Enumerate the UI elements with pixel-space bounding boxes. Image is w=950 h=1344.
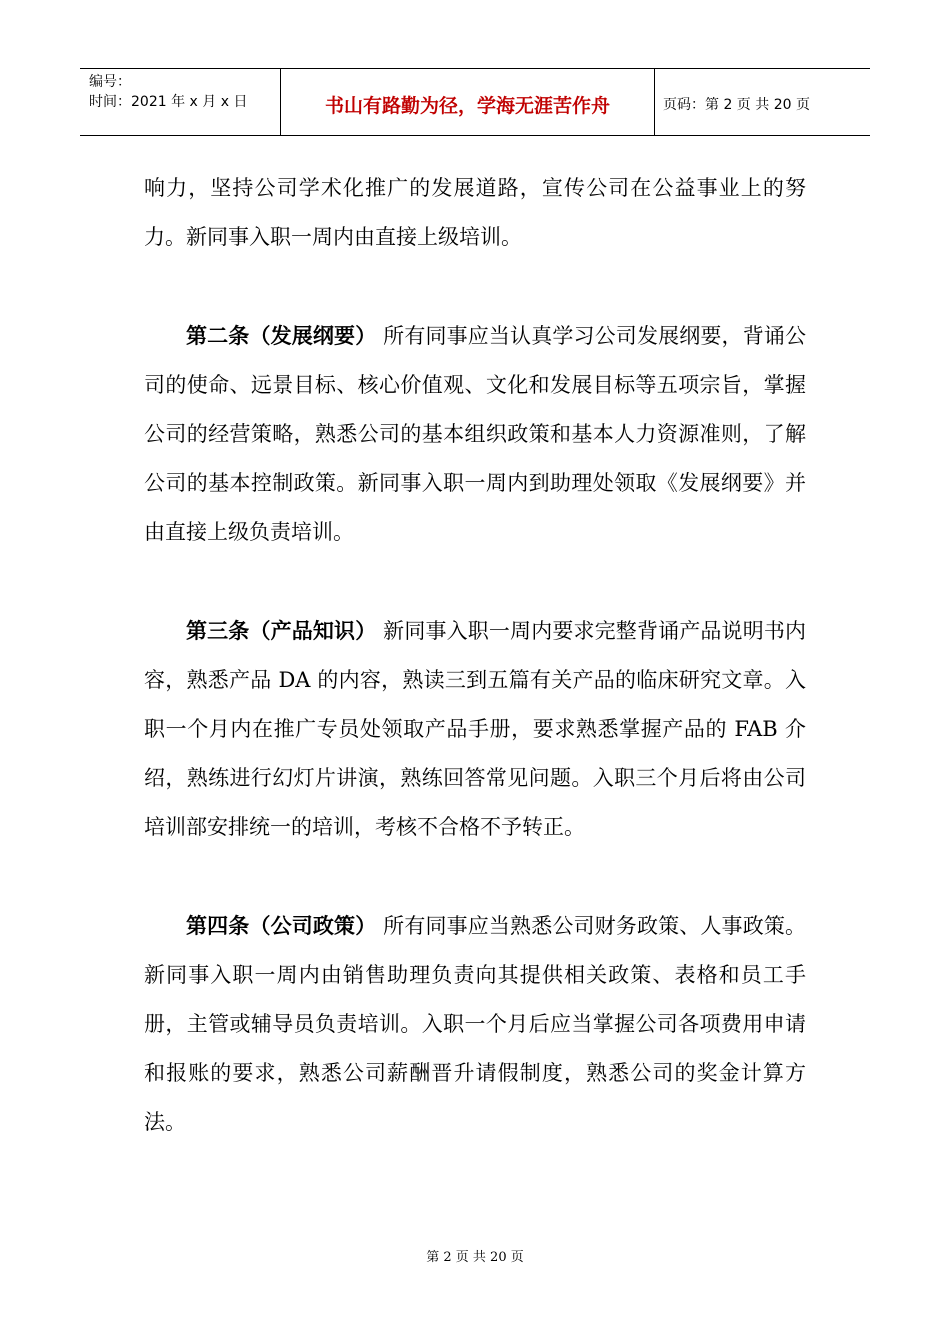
article-3-text: 新同事入职一周内要求完整背诵产品说明书内容，熟悉产品 DA 的内容，熟读三到五篇有关产品的临床研究文章。入职一个月内在推广专员处领取产品手册，要求熟悉掌握产品的 FAB 介绍，熟练进行幻灯片讲演，熟练回答常见问题。入职三个月后将由公司培训部安排统一的培训，考核不合格不予转正。 <box>144 619 806 839</box>
header-page-code: 页码：第 2 页 共 20 页 <box>663 97 810 113</box>
article-4-text: 所有同事应当熟悉公司财务政策、人事政策。新同事入职一周内由销售助理负责向其提供相关政策、表格和员工手册，主管或辅导员负责培训。入职一个月后应当掌握公司各项费用申请和报账的要求，熟悉公司薪酬晋升请假制度，熟悉公司的奖金计算方法。 <box>144 914 806 1134</box>
document-date: 时间：2021 年 x 月 x 日 <box>89 94 248 110</box>
header-meta <box>80 69 281 135</box>
article-2 <box>144 311 806 557</box>
page-footer: 第 2 页 共 20 页 <box>426 1250 524 1265</box>
document-body <box>144 164 806 1147</box>
page-header <box>80 68 870 136</box>
article-2-text: 所有同事应当认真学习公司发展纲要，背诵公司的使命、远景目标、核心价值观、文化和发展目标等五项宗旨，掌握公司的经营策略，熟悉公司的基本组织政策和基本人力资源准则，了解公司的基本控制政策。新同事入职一周内到助理处领取《发展纲要》并由直接上级负责培训。 <box>144 324 806 544</box>
document-number-label: 编号： <box>89 74 131 90</box>
header-motto: 书山有路勤为径，学海无涯苦作舟 <box>281 69 655 135</box>
article-2-title: 第二条（发展纲要） <box>186 323 377 348</box>
article-3 <box>144 606 806 852</box>
article-4-title: 第四条（公司政策） <box>186 913 377 938</box>
continuation-paragraph: 响力，坚持公司学术化推广的发展道路，宣传公司在公益事业上的努力。新同事入职一周内由直接上级培训。 <box>144 176 806 249</box>
article-4 <box>144 901 806 1147</box>
article-3-title: 第三条（产品知识） <box>186 618 377 643</box>
